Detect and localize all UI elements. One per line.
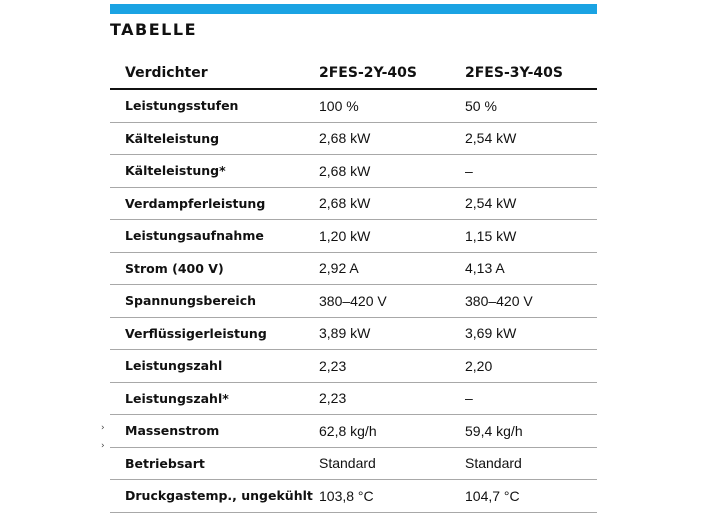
table-row (110, 220, 597, 253)
row-label: Leistungszahl* (110, 382, 304, 415)
table-row (110, 285, 597, 318)
row-value-a: 100 % (304, 89, 450, 122)
accent-bar (110, 4, 597, 14)
row-value-a: 62,8 kg/h (304, 415, 450, 448)
row-value-a: 2,68 kW (304, 187, 450, 220)
table-row (110, 350, 597, 383)
row-value-b: 2,54 kW (450, 187, 597, 220)
row-value-b: 104,7 °C (450, 480, 597, 513)
row-label: Verflüssigerleistung (110, 317, 304, 350)
table-row (110, 122, 597, 155)
margin-mark: › (101, 441, 105, 451)
row-value-b: – (450, 155, 597, 188)
row-value-b: 1,15 kW (450, 220, 597, 253)
row-label: Leistungszahl (110, 350, 304, 383)
margin-mark: › (101, 423, 105, 433)
row-value-b: 59,4 kg/h (450, 415, 597, 448)
table-row (110, 447, 597, 480)
row-value-b: 380–420 V (450, 285, 597, 318)
row-value-a: 3,89 kW (304, 317, 450, 350)
table-row (110, 382, 597, 415)
row-label: Spannungsbereich (110, 285, 304, 318)
table-header-row (110, 58, 597, 89)
row-value-a: 380–420 V (304, 285, 450, 318)
row-value-a: Standard (304, 447, 450, 480)
row-value-b: 50 % (450, 89, 597, 122)
row-value-b: – (450, 382, 597, 415)
row-value-a: 103,8 °C (304, 480, 450, 513)
row-label: Kälteleistung* (110, 155, 304, 188)
row-value-b: 3,69 kW (450, 317, 597, 350)
row-label: Massenstrom (110, 415, 304, 448)
table-row (110, 252, 597, 285)
table-row (110, 480, 597, 513)
spec-table (110, 58, 597, 513)
row-label: Druckgastemp., ungekühlt (110, 480, 304, 513)
row-value-a: 2,68 kW (304, 122, 450, 155)
row-value-b: 2,54 kW (450, 122, 597, 155)
row-label: Betriebsart (110, 447, 304, 480)
row-label: Verdampferleistung (110, 187, 304, 220)
row-value-a: 2,92 A (304, 252, 450, 285)
table-row (110, 187, 597, 220)
row-value-a: 1,20 kW (304, 220, 450, 253)
table-row (110, 317, 597, 350)
row-value-b: 4,13 A (450, 252, 597, 285)
row-value-a: 2,23 (304, 350, 450, 383)
row-label: Leistungsstufen (110, 89, 304, 122)
header-model-a: 2FES-2Y-40S (304, 58, 450, 89)
table-row (110, 89, 597, 122)
row-label: Strom (400 V) (110, 252, 304, 285)
row-label: Kälteleistung (110, 122, 304, 155)
header-model-b: 2FES-3Y-40S (450, 58, 597, 89)
row-value-a: 2,23 (304, 382, 450, 415)
row-label: Leistungsaufnahme (110, 220, 304, 253)
table-row (110, 155, 597, 188)
table-row (110, 415, 597, 448)
row-value-b: 2,20 (450, 350, 597, 383)
section-heading: TABELLE (110, 20, 197, 39)
header-label: Verdichter (110, 58, 304, 89)
row-value-a: 2,68 kW (304, 155, 450, 188)
row-value-b: Standard (450, 447, 597, 480)
